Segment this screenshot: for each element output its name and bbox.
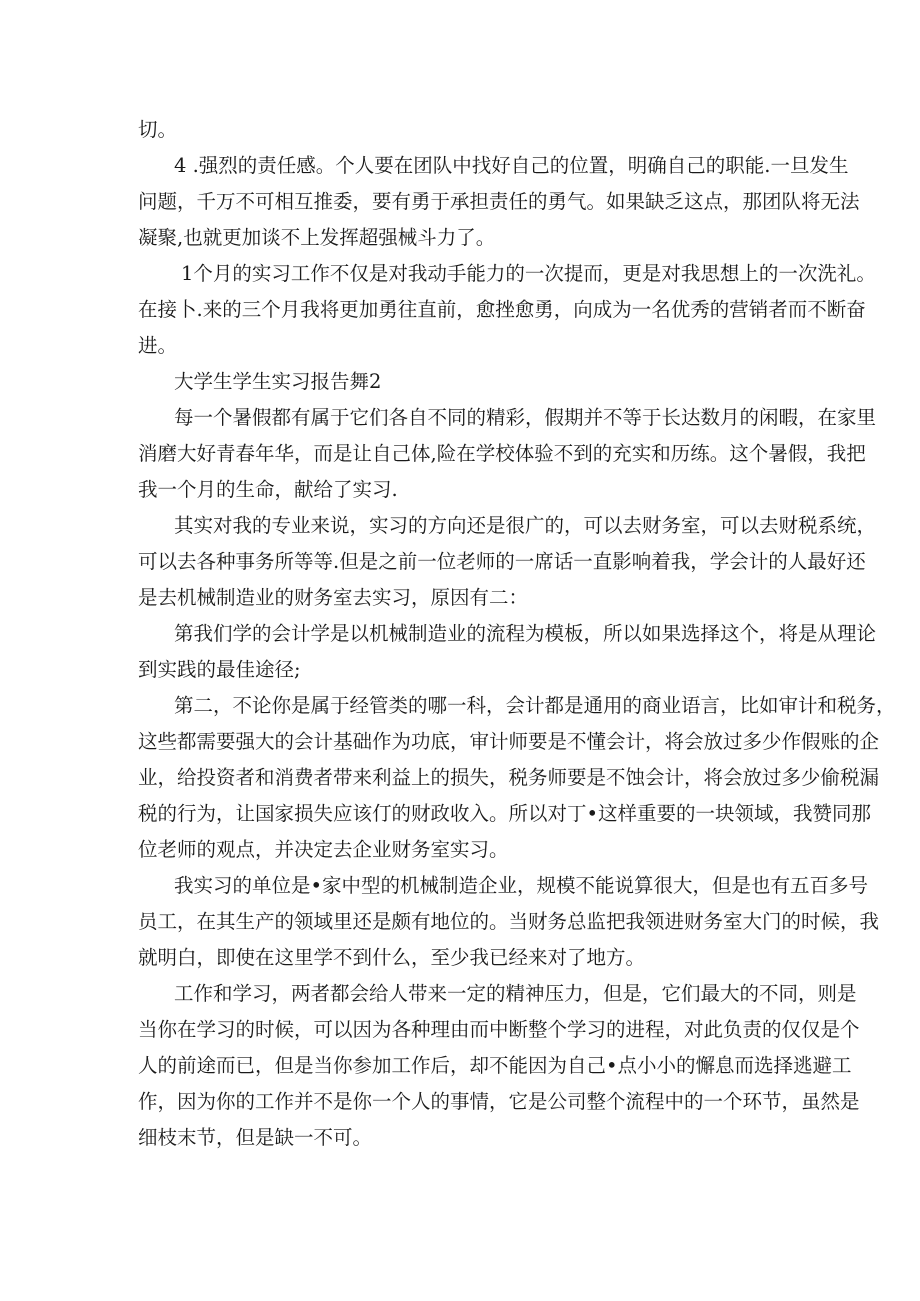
paragraph-5-line-2: 消磨大好青春年华，而是让自己体,险在学校体验不到的充实和历练。这个暑假，我把 (138, 442, 866, 465)
paragraph-8-line-4: 税的行为，让国家损失应该仃的财政收入。所以对丁•这样重要的一块领域，我赞同那 (138, 802, 872, 825)
paragraph-9-line-3: 就明白，即使在这里学不到什么，至少我已经来对了地方。 (138, 946, 646, 969)
paragraph-8-line-3: 业，给投资者和消费者带来利益上的损失，税务师要是不蚀会计，将会放过多少偷税漏 (138, 766, 880, 789)
paragraph-6-line-2: 可以去各种事务所等等.但是之前一位老师的一席话一直影响着我，学会计的人最好还 (138, 550, 866, 573)
paragraph-7-line-1: 第我们学的会计学是以机械制造业的流程为模板，所以如果选择这个，将是从理论 (174, 622, 877, 645)
paragraph-2-line-1: 4 .强烈的责任感。个人要在团队中找好自己的位置，明确自己的职能.一旦发生 (174, 154, 849, 177)
paragraph-9-line-2: 员工，在其生产的领域里还是颇有地位的。当财务总监把我领进财务室大门的时候，我 (138, 910, 880, 933)
paragraph-5-line-3: 我一个月的生命，献给了实习. (138, 478, 398, 501)
paragraph-5-line-1: 每一个暑假都有属于它们各自不同的精彩，假期并不等于长达数月的闲暇，在家里 (174, 406, 877, 429)
paragraph-10-line-2: 当你在学习的时候，可以因为各种理由而中断整个学习的进程，对此负责的仅仅是个 (138, 1018, 860, 1041)
paragraph-6-line-1: 其实对我的专业来说，实习的方向还是很广的，可以去财务室，可以去财税系统， (174, 514, 877, 537)
paragraph-7-line-2: 到实践的最佳途径; (138, 658, 301, 681)
paragraph-3-line-1: 1个月的实习工作不仅是对我动手能力的一次提而，更是对我思想上的一次洗礼。 (181, 262, 876, 285)
paragraph-8-line-1: 第二，不论你是属于经管类的哪一科，会计都是通用的商业语言，比如审计和税务， (174, 694, 896, 717)
paragraph-8-line-2: 这些都需要强大的会计基础作为功底，审计师要是不懂会计，将会放过多少作假账的企 (138, 730, 880, 753)
paragraph-6-line-3: 是去机械制造业的财务室去实习，原因有二： (138, 586, 529, 609)
paragraph-8-line-5: 位老师的观点，并决定去企业财务室实习。 (138, 838, 509, 861)
paragraph-10-line-4: 作，因为你的工作并不是你一个人的事情，它是公司整个流程中的一个环节，虽然是 (138, 1090, 860, 1113)
paragraph-9-line-1: 我实习的单位是•家中型的机械制造企业，规模不能说算很大，但是也有五百多号 (174, 874, 869, 897)
paragraph-2-line-3: 凝聚,也就更加谈不上发挥超强械斗力了。 (138, 226, 496, 249)
paragraph-1-line-1: 切。 (138, 118, 178, 141)
paragraph-10-line-1: 工作和学习，两者都会给人带来一定的精神压力，但是，它们最大的不同，则是 (174, 982, 857, 1005)
paragraph-3-line-3: 进。 (138, 334, 178, 357)
section-heading: 大学生学生实习报告舞2 (174, 370, 382, 393)
paragraph-10-line-5: 细枝末节，但是缺一不可。 (138, 1126, 373, 1149)
paragraph-10-line-3: 人的前途而已，但是当你参加工作后，却不能因为自己•点小小的懈息而选择逃避工 (138, 1054, 852, 1077)
paragraph-3-line-2: 在接卜.来的三个月我将更加勇往直前，愈挫愈勇，向成为一名优秀的营销者而不断奋 (138, 298, 866, 321)
paragraph-2-line-2: 问题，千万不可相互推委，要有勇于承担责任的勇气。如果缺乏这点，那团队将无法 (138, 190, 860, 213)
